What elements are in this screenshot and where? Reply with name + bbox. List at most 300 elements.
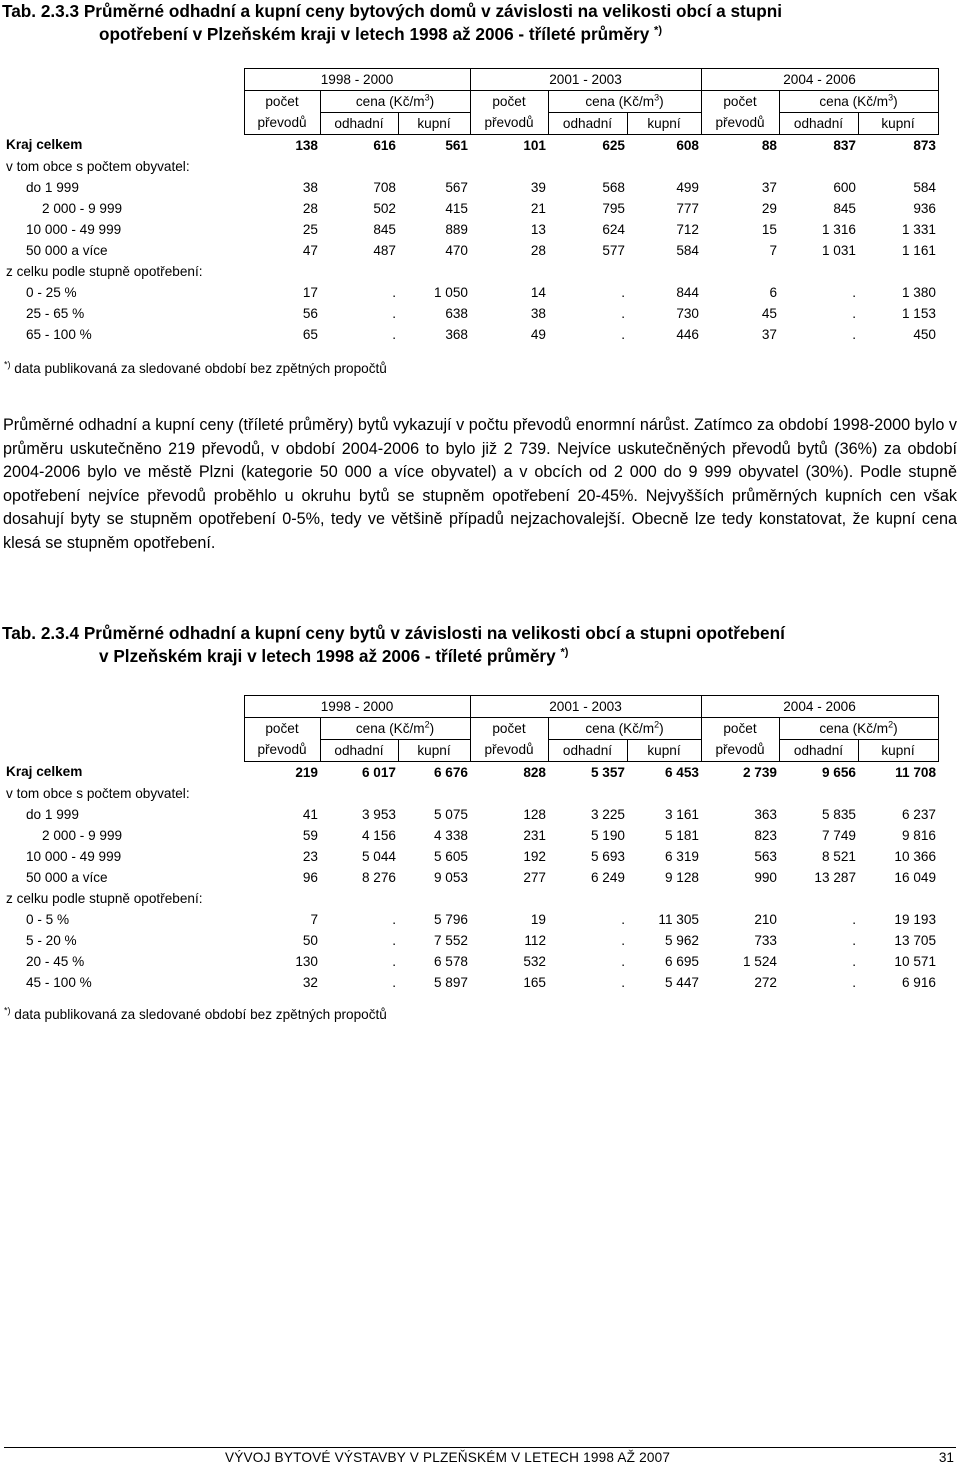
row-label bbox=[4, 219, 244, 240]
cell-value: 5 447 bbox=[664, 974, 699, 990]
row-label bbox=[4, 909, 244, 930]
table-cell bbox=[244, 177, 320, 198]
table1-title-sup: *) bbox=[654, 24, 662, 37]
prevodu-header bbox=[244, 113, 320, 135]
table-cell bbox=[627, 135, 701, 157]
cell-value: 5 796 bbox=[433, 911, 468, 927]
prevodu-header bbox=[701, 740, 779, 762]
period-label: 1998 - 2000 bbox=[320, 698, 394, 714]
table-cell bbox=[548, 135, 627, 157]
cell-value: 6 bbox=[769, 284, 777, 300]
table-cell bbox=[548, 951, 627, 972]
table-cell bbox=[858, 972, 938, 993]
cell-value: 5 835 bbox=[821, 806, 856, 822]
table-row bbox=[4, 135, 938, 157]
header-blank bbox=[4, 696, 244, 718]
table-cell bbox=[244, 804, 320, 825]
table-cell bbox=[701, 135, 779, 157]
table-cell bbox=[320, 198, 398, 219]
table-cell bbox=[244, 867, 320, 888]
cell-value: . bbox=[852, 305, 856, 321]
table-cell bbox=[470, 951, 548, 972]
cell-value: 6 453 bbox=[664, 764, 699, 780]
table-row bbox=[4, 972, 938, 993]
table-cell bbox=[858, 135, 938, 157]
cell-value: 9 816 bbox=[901, 827, 936, 843]
analysis-paragraph: Průměrné odhadní a kupní ceny (tříleté průměry) bytů vykazují v počtu převodů enormní nárůst. Zatímco za období 1998-2000 bylo v průměru uskutečněno 219 převodů, v období 2004-2006 to bylo již 2 739. Nejvíce uskutečněných převodů bytů (36%) za období 2004-2006 bylo ve městě Plzni (kategorie 50 000 a více obyvatel) a v obcích od 2 000 do 9 999 obyvatel (30%). Podle stupně opotřebení nejvíce převodů proběhlo u okruhu bytů se stupněm opotřebení 20-45%. Nejvyšších průměrných kupních cen však dosahují byty se stupněm opotřebení 0-5%, tedy ve většině případů nejzachovalejší. Obecně lze tedy konstatovat, že kupní cena klesá se stupněm opotřebení. bbox=[3, 416, 957, 552]
cell-value: 712 bbox=[676, 221, 699, 237]
table-cell bbox=[858, 762, 938, 784]
cell-value: 446 bbox=[676, 326, 699, 342]
pocet-header bbox=[470, 91, 548, 113]
row-label bbox=[4, 972, 244, 993]
cell-value: 3 225 bbox=[590, 806, 625, 822]
table-cell bbox=[701, 198, 779, 219]
kupni-label: kupní bbox=[881, 115, 915, 131]
cell-value: 5 044 bbox=[361, 848, 396, 864]
period-label: 2001 - 2003 bbox=[549, 71, 622, 87]
table-row bbox=[4, 825, 938, 846]
cell-value: 15 bbox=[761, 221, 777, 237]
cell-value: 96 bbox=[302, 869, 318, 885]
table-cell bbox=[627, 846, 701, 867]
table-cell bbox=[320, 909, 398, 930]
table-cell bbox=[779, 282, 858, 303]
table-cell bbox=[627, 198, 701, 219]
table-cell bbox=[548, 825, 627, 846]
table-cell bbox=[858, 804, 938, 825]
row-label-text: do 1 999 bbox=[26, 179, 79, 195]
row-label bbox=[4, 135, 244, 157]
cell-value: 165 bbox=[523, 974, 546, 990]
header-periods-row bbox=[4, 69, 938, 91]
table-cell bbox=[627, 825, 701, 846]
cell-value: . bbox=[392, 953, 396, 969]
pocet-label: počet bbox=[723, 93, 757, 109]
cell-value: 1 050 bbox=[433, 284, 468, 300]
table-cell bbox=[548, 303, 627, 324]
table-cell bbox=[470, 762, 548, 784]
cell-value: 624 bbox=[602, 221, 625, 237]
table-cell bbox=[701, 762, 779, 784]
table-cell bbox=[398, 762, 470, 784]
cell-value: 577 bbox=[602, 242, 625, 258]
cell-value: 5 693 bbox=[590, 848, 625, 864]
cell-value: 568 bbox=[602, 179, 625, 195]
table-cell bbox=[244, 846, 320, 867]
table-cell bbox=[398, 198, 470, 219]
kupni-label: kupní bbox=[417, 742, 451, 758]
kupni-header bbox=[858, 113, 938, 135]
table-cell bbox=[244, 783, 320, 804]
cell-value: 219 bbox=[295, 764, 318, 780]
table-cell bbox=[244, 240, 320, 261]
cell-value: 29 bbox=[761, 200, 777, 216]
row-label bbox=[4, 282, 244, 303]
table-cell bbox=[779, 846, 858, 867]
table-cell bbox=[701, 303, 779, 324]
table-cell bbox=[320, 951, 398, 972]
cell-value: 561 bbox=[445, 137, 468, 153]
table1-title-prefix: Tab. 2.3.3 bbox=[2, 1, 80, 21]
cell-value: 600 bbox=[833, 179, 856, 195]
table-cell bbox=[858, 282, 938, 303]
table-cell bbox=[701, 783, 779, 804]
table2-title bbox=[2, 622, 956, 668]
odhadni-label: odhadní bbox=[793, 115, 844, 131]
cell-value: 828 bbox=[523, 764, 546, 780]
table-cell bbox=[470, 909, 548, 930]
table-cell bbox=[779, 909, 858, 930]
cell-value: 28 bbox=[302, 200, 318, 216]
cell-value: 6 676 bbox=[433, 764, 468, 780]
table-cell bbox=[779, 762, 858, 784]
table-cell bbox=[701, 846, 779, 867]
table-cell bbox=[470, 135, 548, 157]
prevodu-label: převodů bbox=[715, 115, 765, 131]
cell-value: 368 bbox=[445, 326, 468, 342]
table-cell bbox=[858, 156, 938, 177]
table-cell bbox=[470, 177, 548, 198]
cell-value: 128 bbox=[523, 806, 546, 822]
cell-value: 487 bbox=[373, 242, 396, 258]
table-cell bbox=[398, 324, 470, 345]
row-label bbox=[4, 303, 244, 324]
table-cell bbox=[470, 282, 548, 303]
odhadni-header bbox=[548, 740, 627, 762]
cell-value: . bbox=[852, 932, 856, 948]
table-cell bbox=[244, 324, 320, 345]
cell-value: 415 bbox=[445, 200, 468, 216]
table-row bbox=[4, 324, 938, 345]
cell-value: 499 bbox=[676, 179, 699, 195]
pocet-label: počet bbox=[265, 93, 299, 109]
table-cell bbox=[627, 888, 701, 909]
row-label bbox=[4, 825, 244, 846]
table1-title-line1: Průměrné odhadní a kupní ceny bytových domů v závislosti na velikosti obcí a stupni bbox=[79, 1, 783, 21]
table-cell bbox=[779, 783, 858, 804]
table-cell bbox=[627, 951, 701, 972]
table-cell bbox=[470, 324, 548, 345]
cell-value: 6 319 bbox=[664, 848, 699, 864]
table-cell bbox=[779, 951, 858, 972]
table-cell bbox=[779, 867, 858, 888]
pocet-header bbox=[701, 91, 779, 113]
cena-label: cena (Kč/m bbox=[585, 720, 655, 736]
table-row bbox=[4, 909, 938, 930]
cell-value: 37 bbox=[761, 326, 777, 342]
cena-header bbox=[548, 718, 701, 740]
cell-value: 8 276 bbox=[361, 869, 396, 885]
row-label-text: 0 - 5 % bbox=[26, 911, 70, 927]
row-label-text: 50 000 a více bbox=[26, 869, 108, 885]
table-cell bbox=[858, 846, 938, 867]
cell-value: 17 bbox=[302, 284, 318, 300]
odhadni-label: odhadní bbox=[562, 742, 613, 758]
row-label-text: 65 - 100 % bbox=[26, 326, 92, 342]
odhadni-header bbox=[320, 113, 398, 135]
table-cell bbox=[548, 219, 627, 240]
cell-value: 7 749 bbox=[821, 827, 856, 843]
cena-label: cena (Kč/m bbox=[355, 93, 425, 109]
row-label-text: 45 - 100 % bbox=[26, 974, 92, 990]
cena-header bbox=[779, 91, 938, 113]
row-label-text: z celku podle stupně opotřebení: bbox=[6, 890, 203, 906]
table-cell bbox=[627, 762, 701, 784]
table-cell bbox=[548, 282, 627, 303]
table-cell bbox=[470, 867, 548, 888]
table-cell bbox=[470, 825, 548, 846]
odhadni-label: odhadní bbox=[334, 115, 384, 131]
table-cell bbox=[779, 825, 858, 846]
table-row bbox=[4, 177, 938, 198]
period-label: 2004 - 2006 bbox=[783, 698, 856, 714]
table-cell bbox=[398, 783, 470, 804]
table-cell bbox=[398, 846, 470, 867]
period-label: 1998 - 2000 bbox=[320, 71, 394, 87]
odhadni-label: odhadní bbox=[793, 742, 844, 758]
cell-value: 845 bbox=[373, 221, 396, 237]
cell-value: 708 bbox=[373, 179, 396, 195]
footer-text: VÝVOJ BYTOVÉ VÝSTAVBY V PLZEŇSKÉM V LETECH 1998 AŽ 2007 bbox=[225, 1450, 671, 1465]
header-periods-row bbox=[4, 696, 938, 718]
cena-close: ) bbox=[429, 720, 435, 736]
cell-value: 6 237 bbox=[901, 806, 936, 822]
table-cell bbox=[548, 762, 627, 784]
row-label-text: do 1 999 bbox=[26, 806, 79, 822]
prevodu-header bbox=[701, 113, 779, 135]
cell-value: 10 571 bbox=[894, 953, 936, 969]
cell-value: 823 bbox=[754, 827, 777, 843]
pocet-header bbox=[244, 718, 320, 740]
table-cell bbox=[701, 324, 779, 345]
table-cell bbox=[548, 783, 627, 804]
row-label bbox=[4, 804, 244, 825]
cell-value: 795 bbox=[602, 200, 625, 216]
cena-sup: 3 bbox=[424, 91, 430, 102]
cell-value: 638 bbox=[445, 305, 468, 321]
kupni-header bbox=[627, 740, 701, 762]
cell-value: . bbox=[392, 974, 396, 990]
table-cell bbox=[548, 909, 627, 930]
table-cell bbox=[627, 930, 701, 951]
table-cell bbox=[470, 930, 548, 951]
table-cell bbox=[244, 909, 320, 930]
table-cell bbox=[398, 825, 470, 846]
table-cell bbox=[398, 219, 470, 240]
cena-close: ) bbox=[893, 720, 898, 736]
kupni-header bbox=[858, 740, 938, 762]
cena-header bbox=[779, 718, 938, 740]
pocet-header bbox=[244, 91, 320, 113]
table-cell bbox=[779, 240, 858, 261]
table-cell bbox=[470, 303, 548, 324]
cell-value: 16 049 bbox=[894, 869, 936, 885]
table-cell bbox=[779, 303, 858, 324]
table-cell bbox=[779, 324, 858, 345]
cell-value: 363 bbox=[754, 806, 777, 822]
cell-value: 3 161 bbox=[664, 806, 699, 822]
cell-value: . bbox=[392, 326, 396, 342]
odhadni-header bbox=[779, 113, 858, 135]
cell-value: 5 897 bbox=[433, 974, 468, 990]
table-cell bbox=[858, 951, 938, 972]
table1-footnote-sup: *) bbox=[4, 359, 11, 370]
cell-value: 844 bbox=[676, 284, 699, 300]
cell-value: 210 bbox=[754, 911, 777, 927]
table-cell bbox=[548, 972, 627, 993]
table-cell bbox=[779, 198, 858, 219]
table-cell bbox=[320, 135, 398, 157]
table-cell bbox=[548, 156, 627, 177]
table-cell bbox=[320, 888, 398, 909]
table-cell bbox=[470, 783, 548, 804]
row-label bbox=[4, 846, 244, 867]
table-cell bbox=[470, 972, 548, 993]
cell-value: 5 190 bbox=[590, 827, 625, 843]
period-header bbox=[244, 696, 470, 718]
cell-value: 6 249 bbox=[590, 869, 625, 885]
table1-footnote-text: data publikovaná za sledované období bez zpětných propočtů bbox=[10, 361, 387, 376]
table-cell bbox=[398, 804, 470, 825]
row-label-text: Kraj celkem bbox=[6, 764, 83, 780]
cell-value: 1 524 bbox=[742, 953, 777, 969]
cell-value: 1 380 bbox=[901, 284, 936, 300]
table-cell bbox=[320, 867, 398, 888]
table-cell bbox=[548, 240, 627, 261]
period-header bbox=[470, 696, 701, 718]
table-cell bbox=[398, 888, 470, 909]
cell-value: 7 bbox=[769, 242, 777, 258]
pocet-header bbox=[701, 718, 779, 740]
table-cell bbox=[470, 198, 548, 219]
table-cell bbox=[627, 219, 701, 240]
cell-value: 277 bbox=[523, 869, 546, 885]
table-cell bbox=[701, 282, 779, 303]
cell-value: 192 bbox=[523, 848, 546, 864]
table-cell bbox=[320, 762, 398, 784]
cena-close: ) bbox=[659, 93, 664, 109]
table-cell bbox=[244, 261, 320, 282]
cell-value: 5 357 bbox=[590, 764, 625, 780]
odhadni-label: odhadní bbox=[334, 742, 384, 758]
table-row bbox=[4, 282, 938, 303]
table-row bbox=[4, 240, 938, 261]
cell-value: 10 366 bbox=[894, 848, 936, 864]
cell-value: . bbox=[852, 953, 856, 969]
header-row-3 bbox=[4, 740, 938, 762]
table-cell bbox=[701, 219, 779, 240]
cell-value: 13 bbox=[530, 221, 546, 237]
table-cell bbox=[398, 930, 470, 951]
table-cell bbox=[470, 156, 548, 177]
row-label bbox=[4, 951, 244, 972]
table-row bbox=[4, 804, 938, 825]
header-blank bbox=[4, 69, 244, 91]
table-cell bbox=[470, 888, 548, 909]
table-cell bbox=[627, 156, 701, 177]
table-cell bbox=[398, 156, 470, 177]
header-row-2 bbox=[4, 91, 938, 113]
table2-title-line1: Průměrné odhadní a kupní ceny bytů v závislosti na velikosti obcí a stupni opotřebení bbox=[79, 623, 785, 643]
table-cell bbox=[779, 135, 858, 157]
table-cell bbox=[858, 909, 938, 930]
table2-footnote-sup: *) bbox=[4, 1005, 11, 1016]
cell-value: 5 181 bbox=[664, 827, 699, 843]
table-cell bbox=[627, 240, 701, 261]
table-cell bbox=[470, 219, 548, 240]
cell-value: 138 bbox=[295, 137, 318, 153]
cell-value: 9 128 bbox=[664, 869, 699, 885]
header-blank bbox=[4, 740, 244, 762]
cell-value: . bbox=[852, 911, 856, 927]
cena-label: cena (Kč/m bbox=[355, 720, 425, 736]
cell-value: . bbox=[392, 911, 396, 927]
table-cell bbox=[627, 867, 701, 888]
row-label bbox=[4, 156, 244, 177]
table-cell bbox=[244, 303, 320, 324]
prevodu-label: převodů bbox=[715, 742, 765, 758]
period-label: 2004 - 2006 bbox=[783, 71, 856, 87]
row-label bbox=[4, 324, 244, 345]
table-cell bbox=[701, 930, 779, 951]
table1-title-line2: opotřebení v Plzeňském kraji v letech 1998 až 2006 - tříleté průměry bbox=[99, 24, 650, 44]
row-label-text: 5 - 20 % bbox=[26, 932, 77, 948]
pocet-header bbox=[470, 718, 548, 740]
table2-title-prefix: Tab. 2.3.4 bbox=[2, 623, 80, 643]
table-cell bbox=[244, 888, 320, 909]
table-cell bbox=[858, 825, 938, 846]
table-cell bbox=[244, 282, 320, 303]
table-row bbox=[4, 762, 938, 784]
cell-value: 470 bbox=[445, 242, 468, 258]
cena-header bbox=[320, 718, 470, 740]
cell-value: 41 bbox=[302, 806, 318, 822]
kupni-header bbox=[627, 113, 701, 135]
table-cell bbox=[244, 930, 320, 951]
cell-value: . bbox=[621, 305, 625, 321]
cell-value: 47 bbox=[302, 242, 318, 258]
cell-value: 49 bbox=[530, 326, 546, 342]
table-cell bbox=[470, 804, 548, 825]
cell-value: . bbox=[621, 911, 625, 927]
cena-sup: 2 bbox=[654, 718, 660, 729]
table-cell bbox=[320, 930, 398, 951]
cell-value: 990 bbox=[754, 869, 777, 885]
cell-value: 608 bbox=[676, 137, 699, 153]
table-cell bbox=[470, 846, 548, 867]
cell-value: 38 bbox=[302, 179, 318, 195]
pocet-label: počet bbox=[492, 720, 526, 736]
cell-value: 101 bbox=[523, 137, 546, 153]
prevodu-label: převodů bbox=[257, 115, 307, 131]
cena-sup: 3 bbox=[888, 91, 894, 102]
table-cell bbox=[701, 261, 779, 282]
cell-value: 272 bbox=[754, 974, 777, 990]
table-cell bbox=[858, 324, 938, 345]
kupni-label: kupní bbox=[417, 115, 451, 131]
table-cell bbox=[548, 888, 627, 909]
odhadni-header bbox=[548, 113, 627, 135]
period-header bbox=[701, 69, 938, 91]
table-cell bbox=[627, 783, 701, 804]
header-blank bbox=[4, 718, 244, 740]
cena-label: cena (Kč/m bbox=[585, 93, 655, 109]
table-cell bbox=[858, 219, 938, 240]
cell-value: 8 521 bbox=[821, 848, 856, 864]
cena-sup: 3 bbox=[654, 91, 660, 102]
odhadni-label: odhadní bbox=[562, 115, 613, 131]
